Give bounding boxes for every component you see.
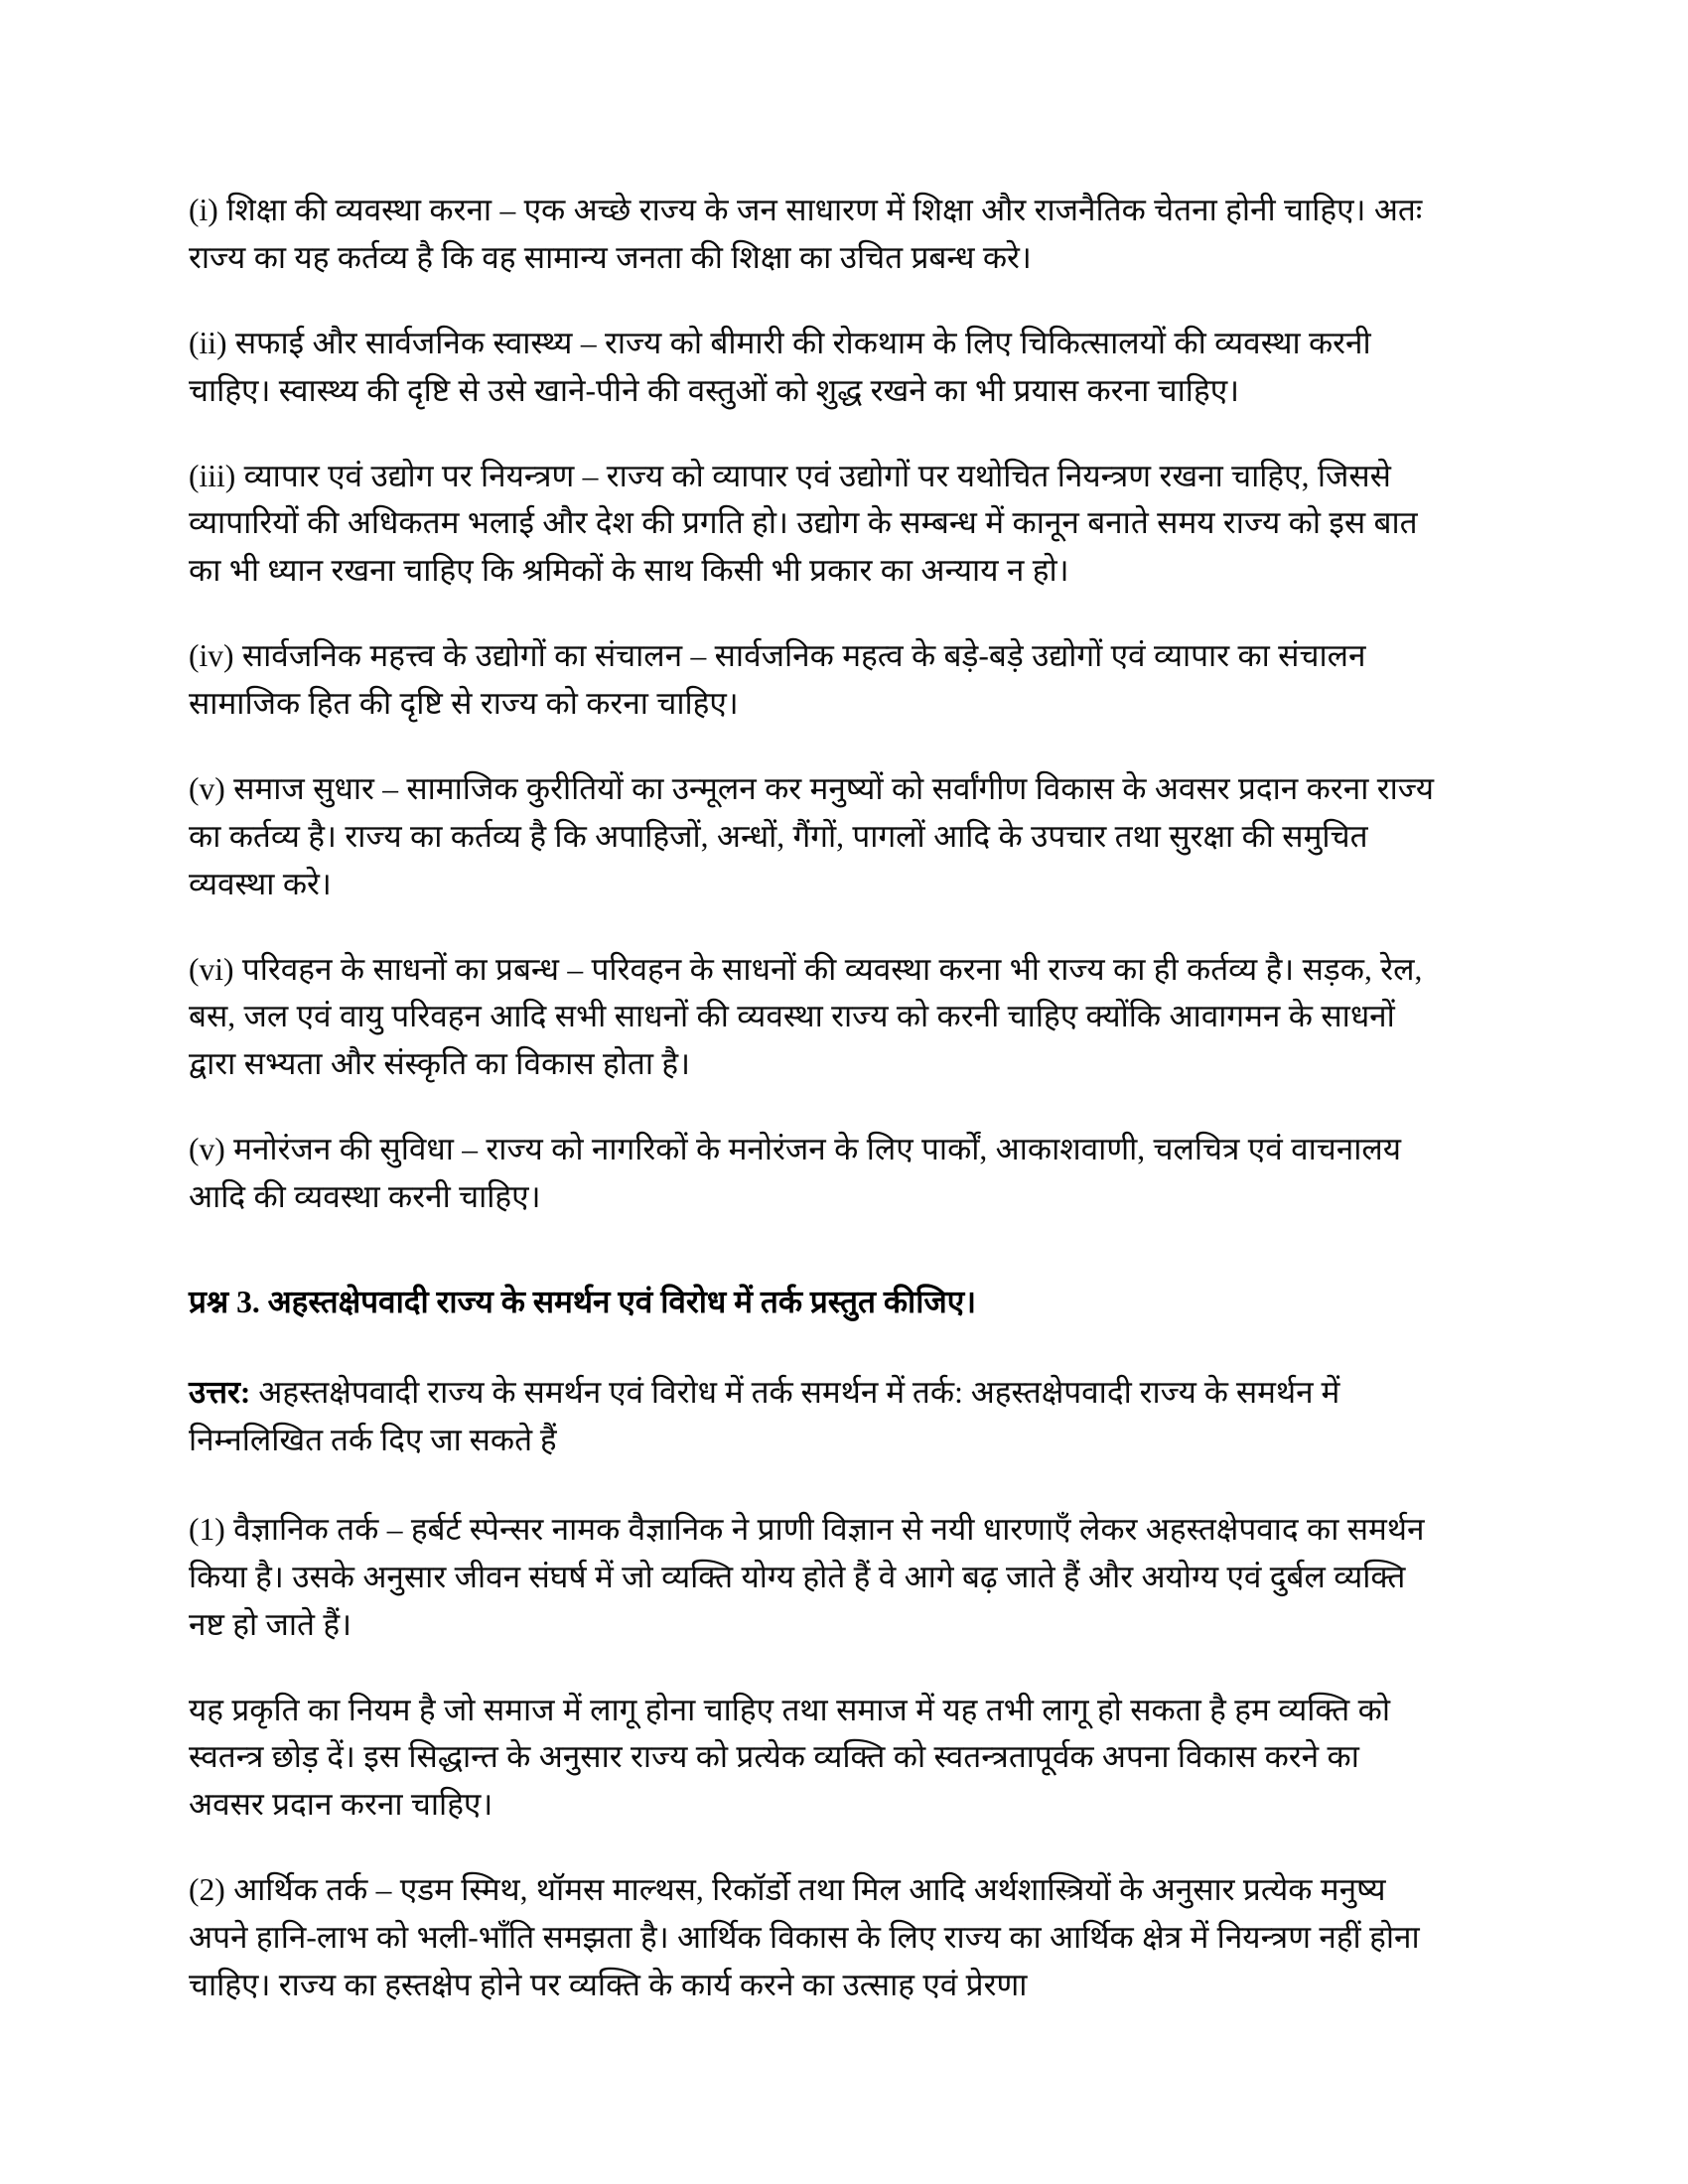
list-marker: (vi) bbox=[189, 951, 234, 987]
list-item bbox=[189, 320, 1435, 415]
list-item bbox=[189, 632, 1435, 728]
argument-text: यह प्रकृति का नियम है जो समाज में लागू होना चाहिए तथा समाज में यह तभी लागू हो सकता है हम व्यक्ति को स्वतन्त्र छोड़ दें। इस सिद्धान्त के अनुसार राज्य को प्रत्येक व्यक्ति को स्वतन्त्रतापूर्वक अपना विकास करने का अवसर प्रदान करना चाहिए। bbox=[189, 1692, 1390, 1823]
question-heading bbox=[189, 1279, 1435, 1325]
answer-text: अहस्तक्षेपवादी राज्य के समर्थन एवं विरोध में तर्क समर्थन में तर्क: अहस्तक्षेपवादी राज्य के समर्थन में निम्नलिखित तर्क दिए जा सकते हैं bbox=[189, 1375, 1340, 1457]
argument-marker: (1) bbox=[189, 1511, 225, 1547]
list-item bbox=[189, 453, 1435, 596]
question-number: प्रश्न 3. bbox=[189, 1284, 260, 1319]
argument-text: आर्थिक तर्क – एडम स्मिथ, थॉमस माल्थस, रिकॉर्डो तथा मिल आदि अर्थशास्त्रियों के अनुसार प्रत्येक मनुष्य अपने हानि-लाभ को भली-भाँति समझता है। आर्थिक विकास के लिए राज्य का आर्थिक क्षेत्र में नियन्त्रण नहीं होना चाहिए। राज्य का हस्तक्षेप होने पर व्यक्ति के कार्य करने का उत्साह एवं प्रेरणा bbox=[189, 1872, 1420, 2002]
list-item bbox=[189, 187, 1435, 282]
document-body bbox=[189, 187, 1435, 2009]
list-item bbox=[189, 946, 1435, 1089]
list-item-text: समाज सुधार – सामाजिक कुरीतियों का उन्मूलन कर मनुष्यों को सर्वांगीण विकास के अवसर प्रदान करना राज्य का कर्तव्य है। राज्य का कर्तव्य है कि अपाहिजों, अन्धों, गैंगों, पागलों आदि के उपचार तथा सुरक्षा की समुचित व्यवस्था करे। bbox=[189, 770, 1435, 901]
list-item bbox=[189, 765, 1435, 908]
list-marker: (ii) bbox=[189, 325, 227, 360]
list-marker: (iii) bbox=[189, 458, 236, 493]
answer-paragraph bbox=[189, 1369, 1435, 1464]
list-marker: (v) bbox=[189, 1132, 225, 1167]
argument-marker: (2) bbox=[189, 1872, 225, 1908]
list-item-text: सार्वजनिक महत्त्व के उद्योगों का संचालन – सार्वजनिक महत्व के बड़े-बड़े उद्योगों एवं व्यापार का संचालन सामाजिक हित की दृष्टि से राज्य को करना चाहिए। bbox=[189, 638, 1366, 721]
argument-item bbox=[189, 1506, 1435, 1649]
list-marker: (v) bbox=[189, 770, 225, 806]
list-marker: (i) bbox=[189, 193, 218, 227]
list-item-text: मनोरंजन की सुविधा – राज्य को नागरिकों के मनोरंजन के लिए पार्कों, आकाशवाणी, चलचित्र एवं वाचनालय आदि की व्यवस्था करनी चाहिए। bbox=[189, 1132, 1402, 1214]
answer-label: उत्तर: bbox=[189, 1375, 251, 1411]
question-text: अहस्तक्षेपवादी राज्य के समर्थन एवं विरोध में तर्क प्रस्तुत कीजिए। bbox=[259, 1284, 977, 1319]
list-item-text: सफाई और सार्वजनिक स्वास्थ्य – राज्य को बीमारी की रोकथाम के लिए चिकित्सालयों की व्यवस्था करनी चाहिए। स्वास्थ्य की दृष्टि से उसे खाने-पीने की वस्तुओं को शुद्ध रखने का भी प्रयास करना चाहिए। bbox=[189, 325, 1371, 408]
argument-item bbox=[189, 1866, 1435, 2009]
list-item-text: व्यापार एवं उद्योग पर नियन्त्रण – राज्य को व्यापार एवं उद्योगों पर यथोचित नियन्त्रण रखना चाहिए, जिससे व्यापारियों की अधिकतम भलाई और देश की प्रगति हो। उद्योग के सम्बन्ध में कानून बनाते समय राज्य को इस बात का भी ध्यान रखना चाहिए कि श्रमिकों के साथ किसी भी प्रकार का अन्याय न हो। bbox=[189, 458, 1418, 589]
list-item-text: परिवहन के साधनों का प्रबन्ध – परिवहन के साधनों की व्यवस्था करना भी राज्य का ही कर्तव्य है। सड़क, रेल, बस, जल एवं वायु परिवहन आदि सभी साधनों की व्यवस्था राज्य को करनी चाहिए क्योंकि आवागमन के साधनों द्वारा सभ्यता और संस्कृति का विकास होता है। bbox=[189, 951, 1423, 1082]
list-item bbox=[189, 1126, 1435, 1221]
argument-text: वैज्ञानिक तर्क – हर्बर्ट स्पेन्सर नामक वैज्ञानिक ने प्राणी विज्ञान से नयी धारणाएँ लेकर अहस्तक्षेपवाद का समर्थन किया है। उसके अनुसार जीवन संघर्ष में जो व्यक्ति योग्य होते हैं वे आगे बढ़ जाते हैं और अयोग्य एवं दुर्बल व्यक्ति नष्ट हो जाते हैं। bbox=[189, 1511, 1425, 1642]
list-marker: (iv) bbox=[189, 638, 234, 674]
list-item-text: शिक्षा की व्यवस्था करना – एक अच्छे राज्य के जन साधारण में शिक्षा और राजनैतिक चेतना होनी चाहिए। अतः राज्य का यह कर्तव्य है कि वह सामान्य जनता की शिक्षा का उचित प्रबन्ध करे। bbox=[189, 193, 1423, 275]
argument-item bbox=[189, 1687, 1435, 1830]
